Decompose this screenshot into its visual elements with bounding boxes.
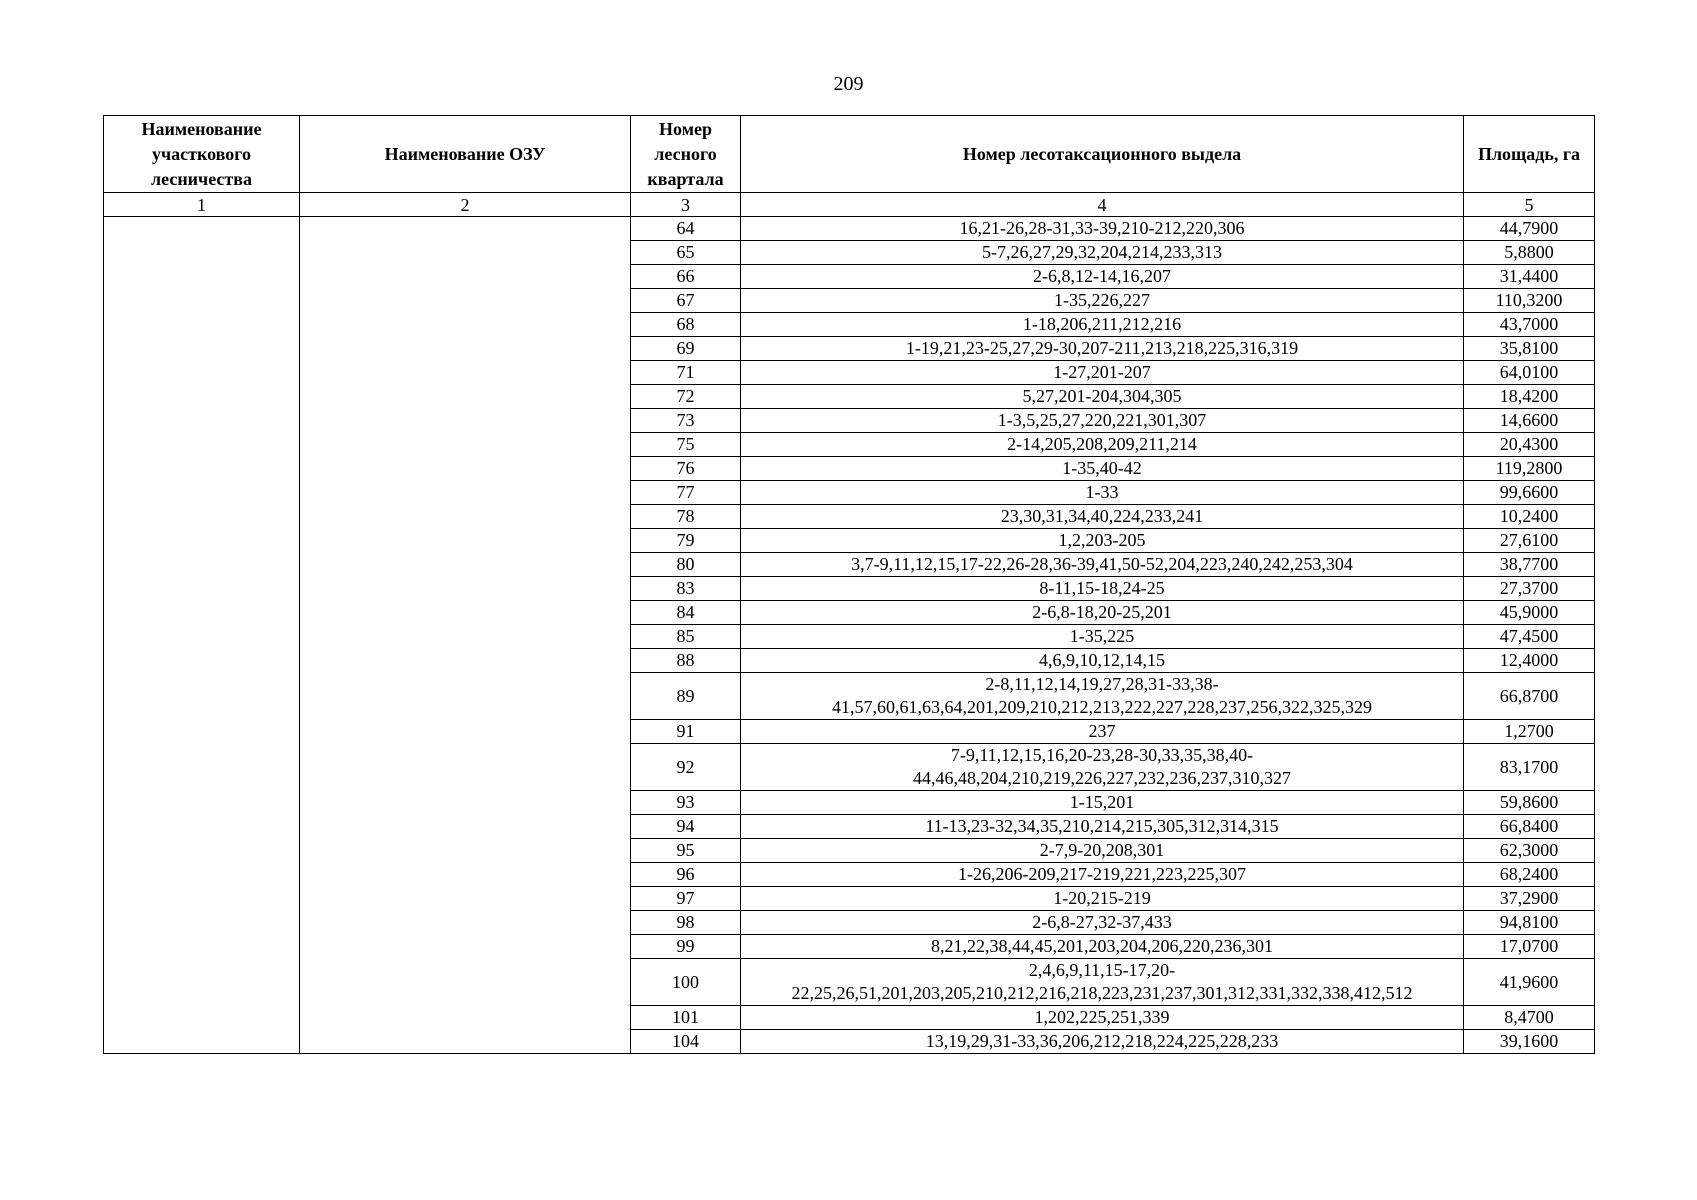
area-cell: 10,2400 bbox=[1464, 505, 1595, 529]
area-cell: 18,4200 bbox=[1464, 385, 1595, 409]
column-number: 3 bbox=[631, 193, 741, 217]
table-header bbox=[104, 116, 1595, 217]
quarter-number-cell: 80 bbox=[631, 553, 741, 577]
section-numbers-cell bbox=[741, 935, 1464, 959]
section-numbers-line: 1-15,201 bbox=[1069, 792, 1135, 812]
section-numbers-cell bbox=[741, 625, 1464, 649]
quarter-number-cell: 72 bbox=[631, 385, 741, 409]
column-number: 4 bbox=[741, 193, 1464, 217]
quarter-number-cell: 66 bbox=[631, 265, 741, 289]
area-cell: 83,1700 bbox=[1464, 744, 1595, 791]
area-cell: 38,7700 bbox=[1464, 553, 1595, 577]
table-body bbox=[104, 217, 1595, 1054]
section-numbers-cell bbox=[741, 481, 1464, 505]
area-cell: 64,0100 bbox=[1464, 361, 1595, 385]
section-numbers-cell bbox=[741, 1006, 1464, 1030]
section-numbers-line: 23,30,31,34,40,224,233,241 bbox=[1000, 506, 1204, 526]
section-numbers-cell bbox=[741, 433, 1464, 457]
quarter-number-cell: 83 bbox=[631, 577, 741, 601]
forestry-name-cell bbox=[104, 217, 300, 1054]
section-numbers-cell bbox=[741, 553, 1464, 577]
section-numbers-line: 7-9,11,12,15,16,20-23,28-30,33,35,38,40- bbox=[950, 745, 1254, 765]
section-numbers-cell bbox=[741, 241, 1464, 265]
header-row bbox=[104, 116, 1595, 193]
quarter-number-cell: 69 bbox=[631, 337, 741, 361]
section-numbers-line: 5-7,26,27,29,32,204,214,233,313 bbox=[982, 242, 1222, 262]
quarter-number-cell: 75 bbox=[631, 433, 741, 457]
quarter-number-cell: 78 bbox=[631, 505, 741, 529]
section-numbers-cell bbox=[741, 409, 1464, 433]
area-cell: 12,4000 bbox=[1464, 649, 1595, 673]
quarter-number-cell: 99 bbox=[631, 935, 741, 959]
quarter-number-cell: 95 bbox=[631, 839, 741, 863]
quarter-number-cell: 73 bbox=[631, 409, 741, 433]
area-cell: 37,2900 bbox=[1464, 887, 1595, 911]
area-cell: 17,0700 bbox=[1464, 935, 1595, 959]
quarter-number-cell: 91 bbox=[631, 720, 741, 744]
section-numbers-line: 2,4,6,9,11,15-17,20- bbox=[1028, 960, 1176, 980]
area-cell: 119,2800 bbox=[1464, 457, 1595, 481]
section-numbers-cell bbox=[741, 265, 1464, 289]
quarter-number-cell: 89 bbox=[631, 673, 741, 720]
section-numbers-cell bbox=[741, 720, 1464, 744]
header-quarter-number: Номер лесного квартала bbox=[631, 116, 741, 193]
section-numbers-cell bbox=[741, 815, 1464, 839]
section-numbers-cell bbox=[741, 337, 1464, 361]
area-cell: 94,8100 bbox=[1464, 911, 1595, 935]
area-cell: 45,9000 bbox=[1464, 601, 1595, 625]
section-numbers-line: 4,6,9,10,12,14,15 bbox=[1039, 650, 1165, 670]
quarter-number-cell: 71 bbox=[631, 361, 741, 385]
area-cell: 31,4400 bbox=[1464, 265, 1595, 289]
column-number-row bbox=[104, 193, 1595, 217]
quarter-number-cell: 93 bbox=[631, 791, 741, 815]
area-cell: 68,2400 bbox=[1464, 863, 1595, 887]
section-numbers-cell bbox=[741, 791, 1464, 815]
section-numbers-line: 1-33 bbox=[1085, 482, 1119, 502]
section-numbers-cell bbox=[741, 529, 1464, 553]
section-numbers-cell bbox=[741, 1030, 1464, 1054]
quarter-number-cell: 98 bbox=[631, 911, 741, 935]
section-numbers-line: 1-35,225 bbox=[1069, 626, 1135, 646]
section-numbers-cell bbox=[741, 601, 1464, 625]
section-numbers-cell bbox=[741, 505, 1464, 529]
area-cell: 99,6600 bbox=[1464, 481, 1595, 505]
section-numbers-line: 2-6,8-18,20-25,201 bbox=[1032, 602, 1172, 622]
section-numbers-line: 13,19,29,31-33,36,206,212,218,224,225,228,233 bbox=[925, 1031, 1279, 1051]
area-cell: 110,3200 bbox=[1464, 289, 1595, 313]
section-numbers-line: 1,202,225,251,339 bbox=[1034, 1007, 1170, 1027]
area-cell: 66,8700 bbox=[1464, 673, 1595, 720]
section-numbers-cell bbox=[741, 385, 1464, 409]
area-cell: 62,3000 bbox=[1464, 839, 1595, 863]
area-cell: 66,8400 bbox=[1464, 815, 1595, 839]
section-numbers-cell bbox=[741, 649, 1464, 673]
section-numbers-line: 1-26,206-209,217-219,221,223,225,307 bbox=[958, 864, 1246, 884]
column-number: 5 bbox=[1464, 193, 1595, 217]
section-numbers-line: 8-11,15-18,24-25 bbox=[1039, 578, 1165, 598]
quarter-number-cell: 101 bbox=[631, 1006, 741, 1030]
section-numbers-line: 41,57,60,61,63,64,201,209,210,212,213,222,227,228,237,256,322,325,329 bbox=[832, 697, 1372, 717]
header-forestry-name: Наименование участкового лесничества bbox=[104, 116, 300, 193]
area-cell: 35,8100 bbox=[1464, 337, 1595, 361]
section-numbers-cell bbox=[741, 863, 1464, 887]
section-numbers-line: 1-3,5,25,27,220,221,301,307 bbox=[997, 410, 1207, 430]
section-numbers-line: 2-8,11,12,14,19,27,28,31-33,38- bbox=[985, 674, 1219, 694]
section-numbers-cell bbox=[741, 887, 1464, 911]
ozu-name-cell bbox=[300, 217, 631, 1054]
section-numbers-cell bbox=[741, 839, 1464, 863]
area-cell: 1,2700 bbox=[1464, 720, 1595, 744]
section-numbers-cell bbox=[741, 959, 1464, 1006]
table-row bbox=[104, 217, 1595, 241]
quarter-number-cell: 100 bbox=[631, 959, 741, 1006]
area-cell: 8,4700 bbox=[1464, 1006, 1595, 1030]
section-numbers-line: 1-18,206,211,212,216 bbox=[1022, 314, 1182, 334]
section-numbers-line: 1-27,201-207 bbox=[1053, 362, 1151, 382]
column-number: 2 bbox=[300, 193, 631, 217]
section-numbers-cell bbox=[741, 744, 1464, 791]
quarter-number-cell: 67 bbox=[631, 289, 741, 313]
header-area: Площадь, га bbox=[1464, 116, 1595, 193]
area-cell: 5,8800 bbox=[1464, 241, 1595, 265]
area-cell: 39,1600 bbox=[1464, 1030, 1595, 1054]
section-numbers-cell bbox=[741, 289, 1464, 313]
area-cell: 43,7000 bbox=[1464, 313, 1595, 337]
quarter-number-cell: 77 bbox=[631, 481, 741, 505]
section-numbers-cell bbox=[741, 673, 1464, 720]
section-numbers-line: 44,46,48,204,210,219,226,227,232,236,237,310,327 bbox=[913, 768, 1291, 788]
quarter-number-cell: 88 bbox=[631, 649, 741, 673]
section-numbers-line: 2-14,205,208,209,211,214 bbox=[1007, 434, 1197, 454]
section-numbers-cell bbox=[741, 217, 1464, 241]
section-numbers-line: 16,21-26,28-31,33-39,210-212,220,306 bbox=[959, 218, 1245, 238]
section-numbers-line: 2-7,9-20,208,301 bbox=[1039, 840, 1165, 860]
quarter-number-cell: 64 bbox=[631, 217, 741, 241]
quarter-number-cell: 76 bbox=[631, 457, 741, 481]
forest-sections-table bbox=[103, 115, 1595, 1054]
section-numbers-line: 22,25,26,51,201,203,205,210,212,216,218,223,231,237,301,312,331,332,338,412,512 bbox=[791, 983, 1413, 1003]
section-numbers-cell bbox=[741, 577, 1464, 601]
quarter-number-cell: 96 bbox=[631, 863, 741, 887]
section-numbers-cell bbox=[741, 313, 1464, 337]
area-cell: 14,6600 bbox=[1464, 409, 1595, 433]
quarter-number-cell: 65 bbox=[631, 241, 741, 265]
quarter-number-cell: 92 bbox=[631, 744, 741, 791]
section-numbers-line: 1-35,226,227 bbox=[1054, 290, 1150, 310]
section-numbers-cell bbox=[741, 457, 1464, 481]
header-ozu-name: Наименование ОЗУ bbox=[300, 116, 631, 193]
area-cell: 41,9600 bbox=[1464, 959, 1595, 1006]
quarter-number-cell: 104 bbox=[631, 1030, 741, 1054]
area-cell: 47,4500 bbox=[1464, 625, 1595, 649]
section-numbers-cell bbox=[741, 911, 1464, 935]
section-numbers-line: 8,21,22,38,44,45,201,203,204,206,220,236,301 bbox=[931, 936, 1273, 956]
section-numbers-line: 11-13,23-32,34,35,210,214,215,305,312,314,315 bbox=[925, 816, 1279, 836]
section-numbers-line: 1-35,40-42 bbox=[1062, 458, 1142, 478]
area-cell: 44,7900 bbox=[1464, 217, 1595, 241]
section-numbers-line: 1,2,203-205 bbox=[1058, 530, 1146, 550]
area-cell: 20,4300 bbox=[1464, 433, 1595, 457]
quarter-number-cell: 79 bbox=[631, 529, 741, 553]
area-cell: 27,6100 bbox=[1464, 529, 1595, 553]
area-cell: 59,8600 bbox=[1464, 791, 1595, 815]
quarter-number-cell: 97 bbox=[631, 887, 741, 911]
section-numbers-line: 5,27,201-204,304,305 bbox=[1022, 386, 1182, 406]
section-numbers-line: 2-6,8-27,32-37,433 bbox=[1032, 912, 1172, 932]
area-cell: 27,3700 bbox=[1464, 577, 1595, 601]
section-numbers-line: 3,7-9,11,12,15,17-22,26-28,36-39,41,50-52,204,223,240,242,253,304 bbox=[851, 554, 1353, 574]
section-numbers-cell bbox=[741, 361, 1464, 385]
quarter-number-cell: 84 bbox=[631, 601, 741, 625]
section-numbers-line: 1-19,21,23-25,27,29-30,207-211,213,218,225,316,319 bbox=[905, 338, 1299, 358]
header-section-number: Номер лесотаксационного выдела bbox=[741, 116, 1464, 193]
quarter-number-cell: 85 bbox=[631, 625, 741, 649]
quarter-number-cell: 68 bbox=[631, 313, 741, 337]
quarter-number-cell: 94 bbox=[631, 815, 741, 839]
page-number: 209 bbox=[833, 73, 864, 95]
column-number: 1 bbox=[104, 193, 300, 217]
section-numbers-line: 1-20,215-219 bbox=[1053, 888, 1151, 908]
section-numbers-line: 2-6,8,12-14,16,207 bbox=[1033, 266, 1171, 286]
section-numbers-line: 237 bbox=[1088, 721, 1116, 741]
